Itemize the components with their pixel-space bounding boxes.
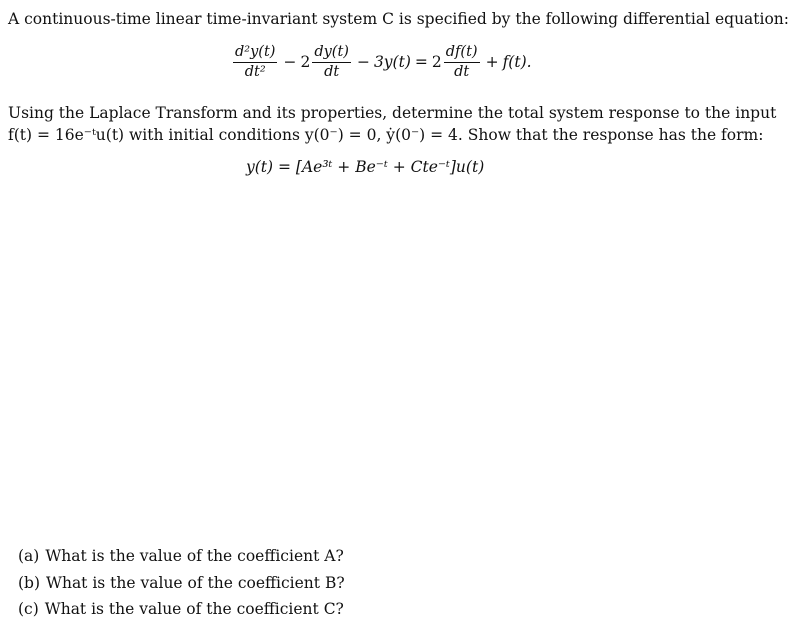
question-label: (b)	[18, 573, 41, 592]
question-label: (a)	[18, 547, 40, 565]
question-text: What is the value of the coefficient C?	[44, 600, 344, 618]
coefficient: 2	[300, 53, 311, 71]
f-term: f(t).	[502, 53, 532, 71]
fraction-denominator: dt²	[244, 64, 266, 80]
plus-operator: +	[485, 53, 499, 71]
question-text: What is the value of the coefficient B?	[46, 573, 345, 592]
second-derivative-y	[233, 44, 277, 80]
question-label: (c)	[18, 600, 39, 618]
differential-equation	[231, 44, 532, 80]
problem-line-2: f(t) = 16e⁻ᵗu(t) with initial conditions y(0⁻) = 0, ẏ(0⁻) = 4. Show that the response has the form:	[8, 126, 764, 144]
y-term: 3y(t)	[373, 53, 411, 71]
minus-operator: −	[356, 53, 370, 71]
first-derivative-y	[312, 44, 351, 80]
equals-sign: =	[414, 53, 428, 71]
fraction-numerator: dy(t)	[312, 44, 351, 63]
fraction-numerator: d²y(t)	[233, 44, 277, 63]
question-item	[18, 596, 345, 623]
question-text: What is the value of the coefficient A?	[45, 547, 344, 565]
question-item	[18, 570, 345, 597]
fraction-denominator: dt	[454, 64, 470, 80]
intro-text: A continuous-time linear time-invariant system C is specified by the following differential equation:	[8, 10, 790, 28]
fraction-numerator: df(t)	[444, 44, 480, 63]
minus-operator: −	[283, 53, 297, 71]
first-derivative-f	[444, 44, 480, 80]
response-form: y(t) = [Ae³ᵗ + Be⁻ᵗ + Cte⁻ᵗ]u(t)	[246, 158, 485, 176]
fraction-denominator: dt	[324, 64, 340, 80]
coefficient: 2	[431, 53, 442, 71]
question-list	[18, 543, 345, 623]
problem-line-1: Using the Laplace Transform and its properties, determine the total system response to the input	[8, 104, 777, 122]
question-item	[18, 543, 345, 570]
